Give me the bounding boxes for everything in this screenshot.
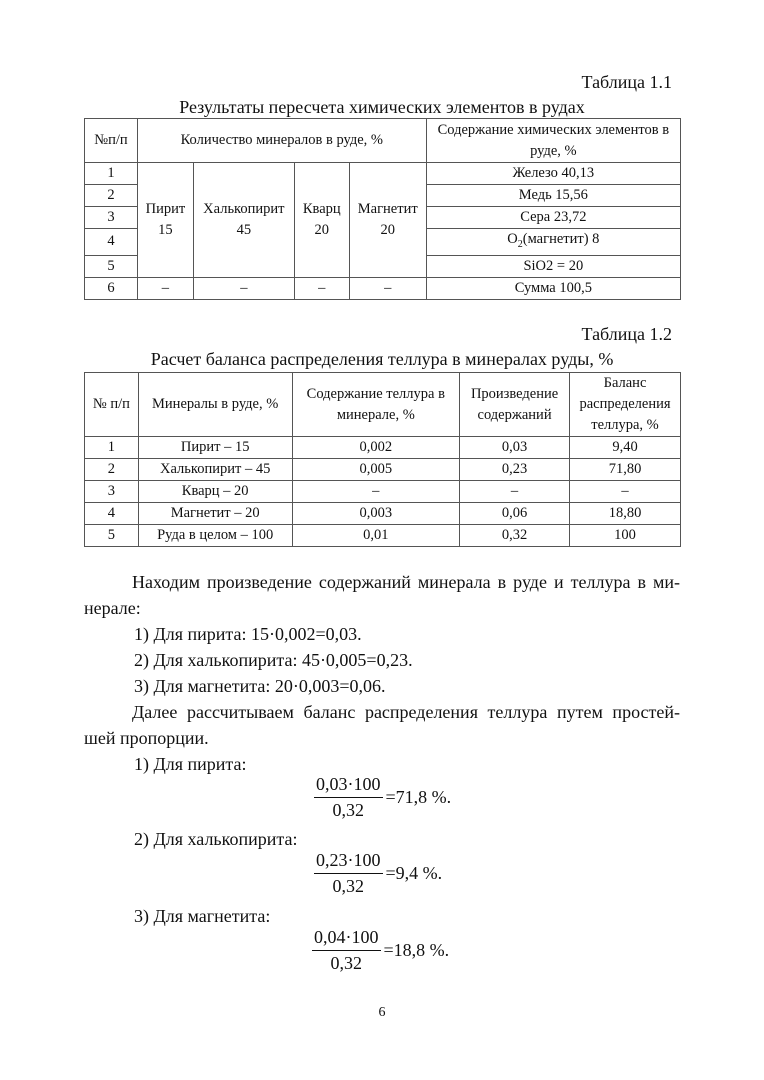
table2-header: Минералы в руде, % — [138, 373, 292, 437]
row-number: 2 — [85, 185, 138, 207]
table-row — [85, 163, 681, 185]
row-number: 3 — [85, 207, 138, 229]
cell: 0,003 — [292, 503, 460, 525]
formula-numerator: 0,04·100 — [312, 927, 381, 951]
table1 — [84, 118, 681, 300]
sub-heading-magnetite: 3) Для магнетита: — [134, 906, 271, 926]
cell: Магнетит – 20 — [138, 503, 292, 525]
table2-header: Баланс распределения теллура, % — [570, 373, 681, 437]
cell: – — [460, 481, 570, 503]
table1-header-elements: Содержание химических элементов в руде, % — [426, 119, 680, 163]
table2-number: Таблица 1.2 — [581, 324, 672, 344]
formula-result: =9,4 %. — [385, 863, 443, 883]
row-number: 1 — [85, 163, 138, 185]
table-row — [85, 277, 681, 299]
element-cell: Медь 15,56 — [426, 185, 680, 207]
formula-numerator: 0,03·100 — [314, 774, 383, 798]
cell: Кварц – 20 — [138, 481, 292, 503]
table1-title: Результаты пересчета химических элементов в рудах — [179, 97, 585, 117]
cell: 0,01 — [292, 525, 460, 547]
formula-result: =71,8 %. — [385, 787, 452, 807]
cell: 18,80 — [570, 503, 681, 525]
dash-cell: – — [294, 277, 349, 299]
mineral-cell-quartz: Кварц 20 — [294, 163, 349, 278]
paragraph-1-line-1: Находим произведение содержаний минерала в руде и теллура в ми- — [132, 572, 680, 592]
table2-header-row — [85, 373, 681, 437]
cell: Халькопирит – 45 — [138, 459, 292, 481]
list-item-3: 3) Для магнетита: 20·0,003=0,06. — [134, 676, 386, 696]
cell: 0,06 — [460, 503, 570, 525]
row-number: 6 — [85, 277, 138, 299]
table-row — [85, 525, 681, 547]
paragraph-1-line-2: нерале: — [84, 598, 141, 618]
dash-cell: – — [137, 277, 193, 299]
table2-title: Расчет баланса распределения теллура в минералах руды, % — [150, 349, 614, 369]
table1-header-num: №п/п — [85, 119, 138, 163]
row-number: 5 — [85, 255, 138, 277]
formula-denominator: 0,32 — [330, 953, 362, 973]
list-item-2: 2) Для халькопирита: 45·0,005=0,23. — [134, 650, 413, 670]
page-number: 6 — [378, 1005, 386, 1020]
element-cell: SiO2 = 20 — [426, 255, 680, 277]
cell: 2 — [85, 459, 139, 481]
table1-number: Таблица 1.1 — [581, 72, 672, 92]
row-number: 4 — [85, 229, 138, 256]
element-cell: Сумма 100,5 — [426, 277, 680, 299]
dash-cell: – — [349, 277, 426, 299]
table-row — [85, 437, 681, 459]
cell: 71,80 — [570, 459, 681, 481]
cell: 0,32 — [460, 525, 570, 547]
cell: 0,03 — [460, 437, 570, 459]
mineral-cell-magnetite: Магнетит 20 — [349, 163, 426, 278]
cell: – — [292, 481, 460, 503]
formula-numerator: 0,23·100 — [314, 850, 383, 874]
sub-heading-chalcopyrite: 2) Для халькопирита: — [134, 829, 298, 849]
mineral-cell-pyrite: Пирит 15 — [137, 163, 193, 278]
formula-pyrite — [314, 774, 451, 821]
dash-cell: – — [193, 277, 294, 299]
cell: 0,005 — [292, 459, 460, 481]
element-cell: $O_2(магнетит)$ 8 — [426, 229, 680, 256]
cell: 3 — [85, 481, 139, 503]
paragraph-2-line-2: шей пропорции. — [84, 728, 209, 748]
cell: – — [570, 481, 681, 503]
cell: 0,002 — [292, 437, 460, 459]
cell: 0,23 — [460, 459, 570, 481]
cell: 1 — [85, 437, 139, 459]
element-cell: Железо 40,13 — [426, 163, 680, 185]
cell: 9,40 — [570, 437, 681, 459]
table-row — [85, 481, 681, 503]
formula-chalcopyrite — [314, 850, 442, 897]
paragraph-2-line-1: Далее рассчитываем баланс распределения теллура путем простей- — [132, 702, 680, 722]
table2-header: № п/п — [85, 373, 139, 437]
table2-header: Содержание теллура в минерале, % — [292, 373, 460, 437]
formula-magnetite — [312, 927, 449, 974]
table-row — [85, 503, 681, 525]
formula-denominator: 0,32 — [332, 876, 364, 896]
table-row — [85, 459, 681, 481]
element-cell: Сера 23,72 — [426, 207, 680, 229]
cell: Руда в целом – 100 — [138, 525, 292, 547]
mineral-cell-chalcopyrite: Халькопирит 45 — [193, 163, 294, 278]
table2 — [84, 372, 681, 547]
formula-denominator: 0,32 — [332, 800, 364, 820]
list-item-1: 1) Для пирита: 15·0,002=0,03. — [134, 624, 362, 644]
table1-header-row — [85, 119, 681, 163]
cell: 5 — [85, 525, 139, 547]
cell: 100 — [570, 525, 681, 547]
table1-header-minerals: Количество минералов в руде, % — [137, 119, 426, 163]
table2-header: Произведение содержаний — [460, 373, 570, 437]
formula-result: =18,8 %. — [383, 940, 450, 960]
cell: 4 — [85, 503, 139, 525]
cell: Пирит – 15 — [138, 437, 292, 459]
sub-heading-pyrite: 1) Для пирита: — [134, 754, 247, 774]
